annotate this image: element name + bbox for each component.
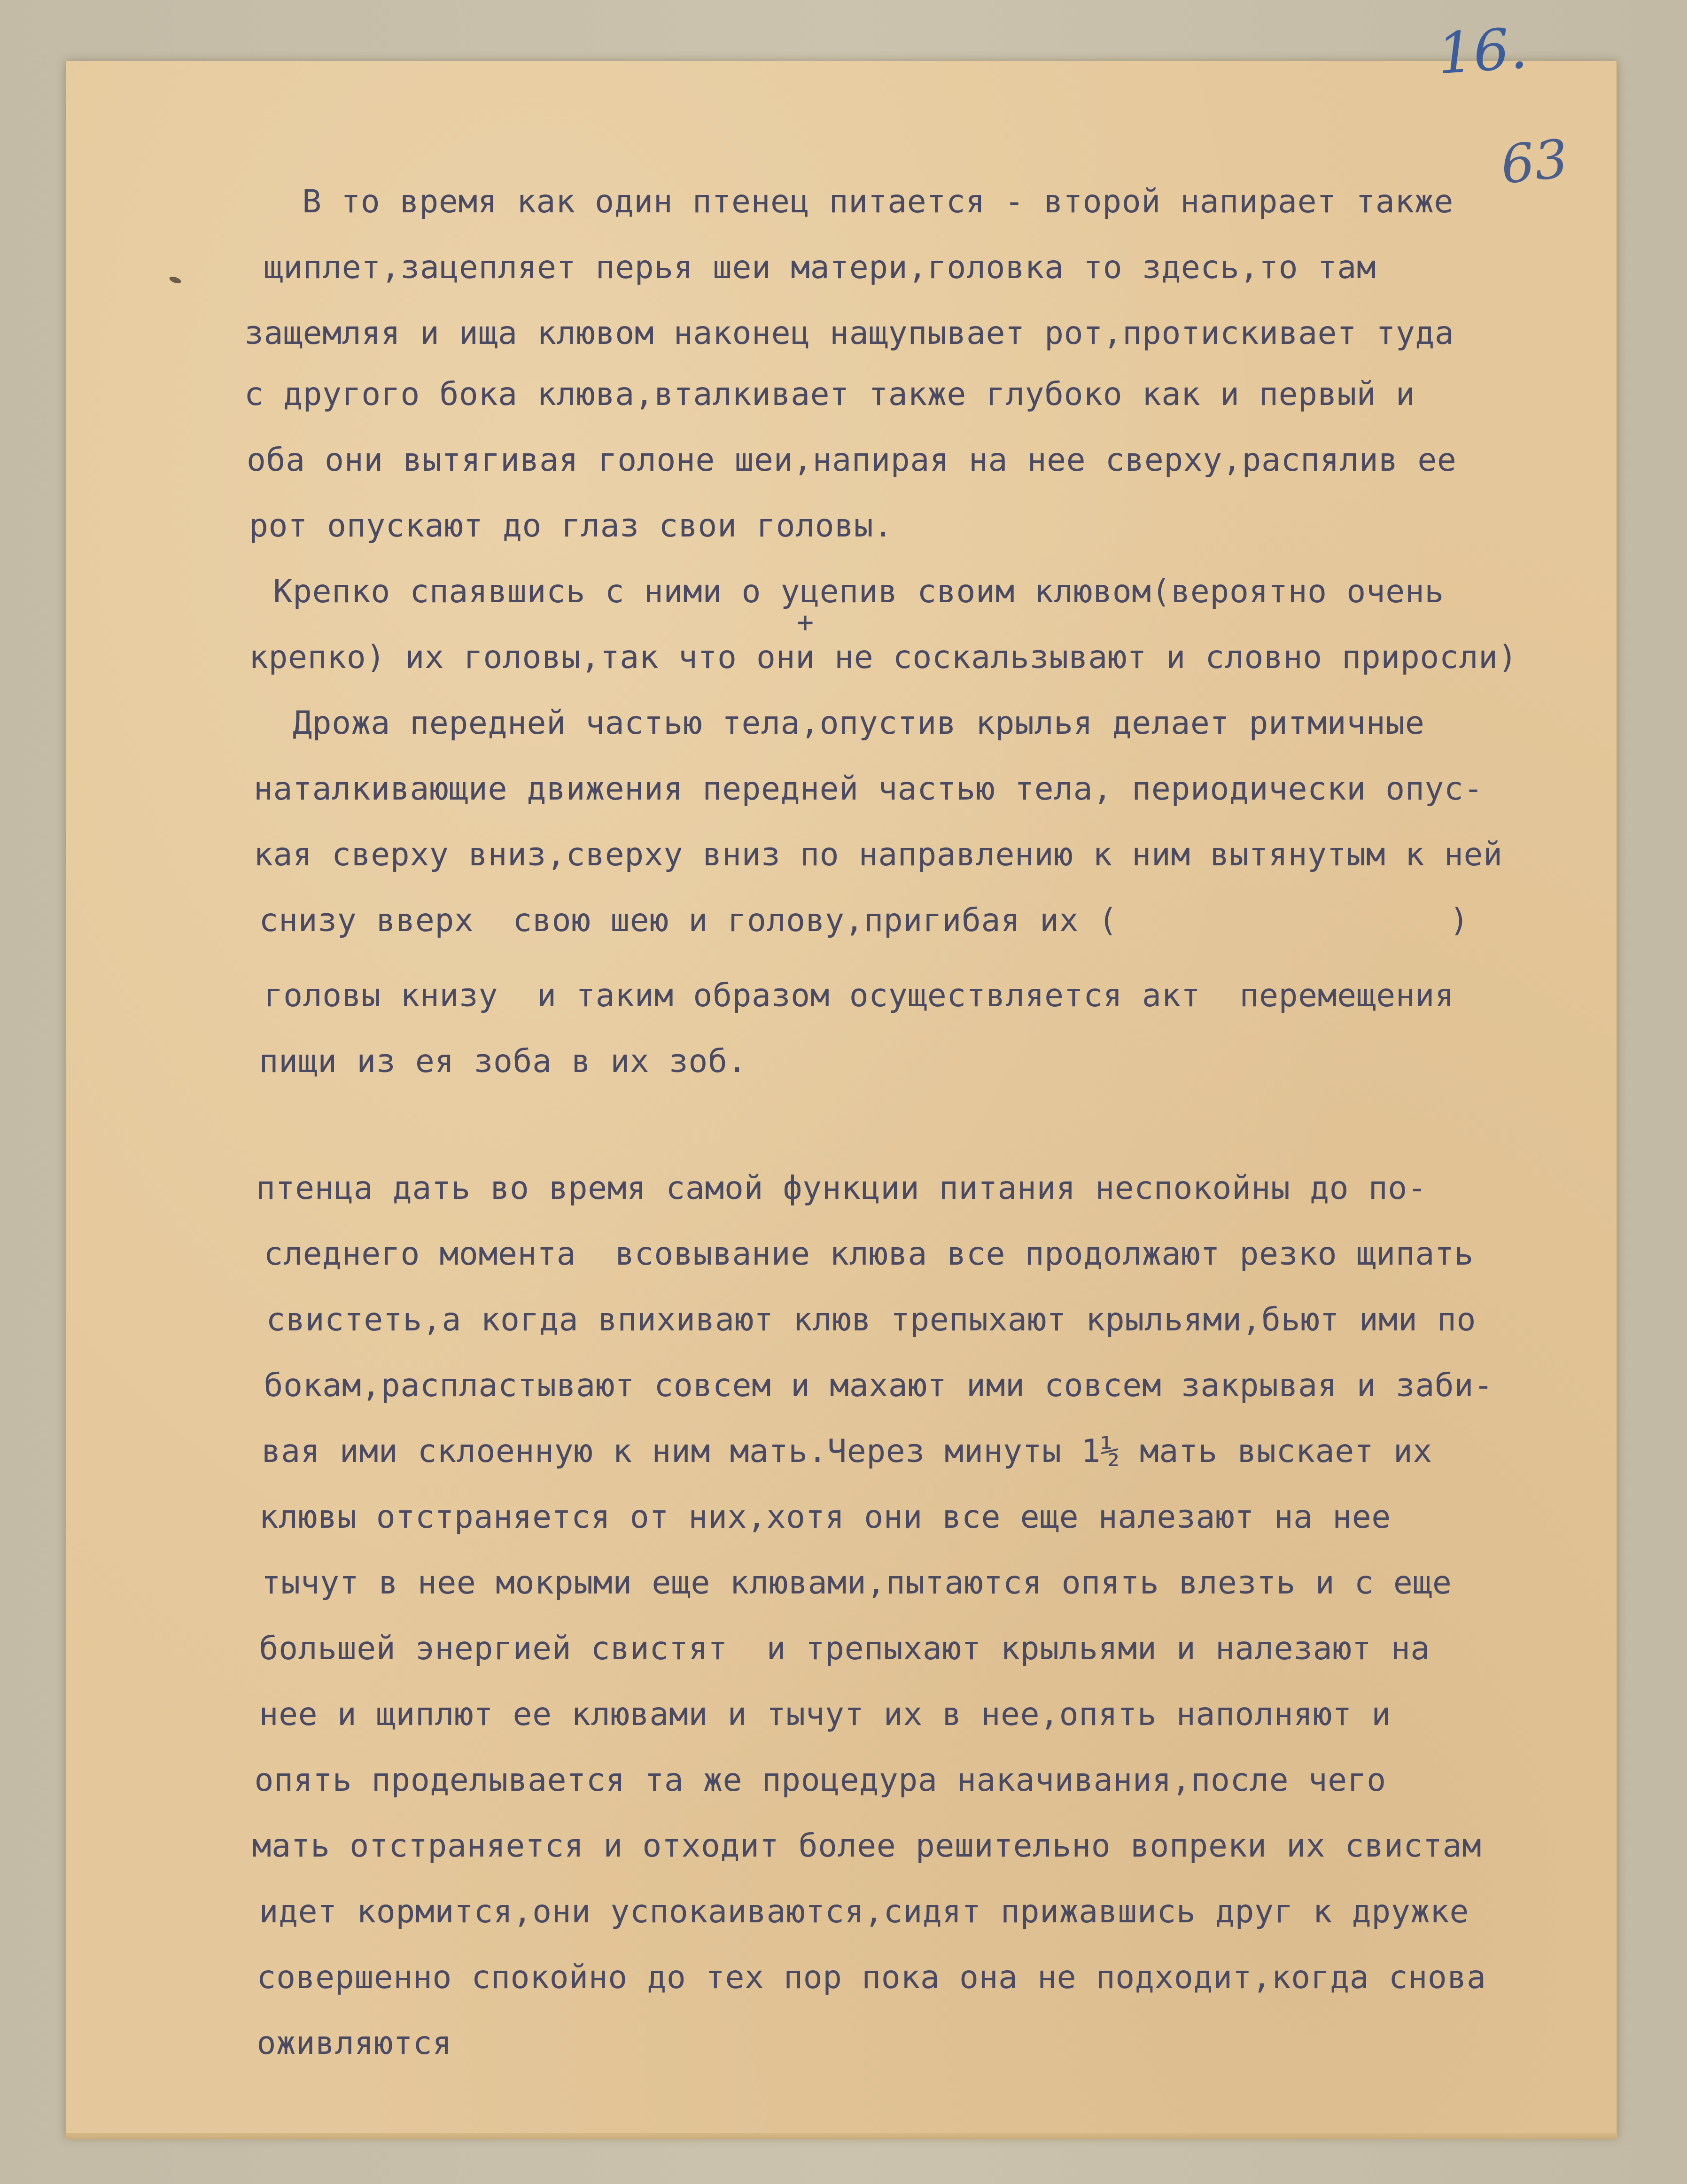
paragraph-upper-line-5: оба они вытягивая голоне шеи,напирая на нее сверху,распялив ее bbox=[247, 442, 1457, 479]
paragraph-lower-line-11: мать отстраняется и отходит более решительно вопреки их свистам bbox=[233, 1827, 1482, 1865]
paragraph-lower-line-12: идет кормится,они успокаиваются,сидят прижавшись друг к дружке bbox=[240, 1893, 1469, 1930]
paragraph-lower-line-7: тычут в нее мокрыми еще клювами,пытаются опять влезть и с еще bbox=[242, 1564, 1452, 1601]
paragraph-upper-line-10: наталкивающие движения передней частью тела, периодически опус- bbox=[254, 770, 1483, 808]
paragraph-upper-line-13: головы книзу и таким образом осуществляется акт перемещения bbox=[244, 977, 1454, 1014]
paragraph-upper-line-6: рот опускают до глаз свои головы. bbox=[249, 507, 893, 544]
insertion-mark: + bbox=[797, 606, 814, 639]
paragraph-upper-line-12: снизу вверх свою шею и голову,пригибая их ( ) bbox=[240, 902, 1469, 939]
paragraph-upper-line-1: В то время как один птенец питается - второй напирает также bbox=[263, 183, 1454, 220]
paragraph-lower-line-1: птенца дать во время самой функции питания неспокойны до по- bbox=[256, 1170, 1427, 1207]
folio-number-secondary: 63 bbox=[1498, 128, 1571, 196]
paragraph-upper-line-9: Дрожа передней частью тела,опустив крылья делает ритмичные bbox=[254, 705, 1425, 742]
paragraph-upper-line-14: пищи из ея зоба в их зоб. bbox=[240, 1043, 747, 1080]
paragraph-lower-line-5: вая ими склоенную к ним мать.Через минуты 1½ мать выскает их bbox=[242, 1433, 1432, 1470]
typewritten-page bbox=[66, 61, 1617, 2137]
folio-number: 16. bbox=[1435, 16, 1530, 87]
paragraph-upper-line-7: Крепко спаявшись с ними о уцепив своим клювом(вероятно очень bbox=[254, 573, 1444, 610]
paragraph-upper-line-11: кая сверху вниз,сверху вниз по направлению к ним вытянутым к ней bbox=[254, 836, 1503, 873]
paragraph-lower-line-4: бокам,распластывают совсем и махают ими совсем закрывая и заби- bbox=[244, 1367, 1493, 1404]
paragraph-upper-line-2: щиплет,зацепляет перья шеи матери,головка то здесь,то там bbox=[244, 249, 1376, 286]
paragraph-lower-line-6: клювы отстраняется от них,хотя они все еще налезают на нее bbox=[240, 1499, 1391, 1536]
paragraph-lower-line-2: следнего момента всовывание клюва все продолжают резко щипать bbox=[244, 1236, 1474, 1273]
paragraph-lower-line-13: совершенно спокойно до тех пор пока она не подходит,когда снова bbox=[237, 1959, 1486, 1996]
paragraph-upper-line-3: защемляя и ища клювом наконец нащупывает рот,протискивает туда bbox=[244, 315, 1454, 352]
paragraph-lower-line-10: опять проделывается та же процедура накачивания,после чего bbox=[235, 1762, 1386, 1799]
paragraph-lower-line-9: нее и щиплют ее клювами и тычут их в нее,опять наполняют и bbox=[240, 1696, 1391, 1733]
paragraph-upper-line-4: с другого бока клюва,вталкивает также глубоко как и первый и bbox=[244, 376, 1415, 413]
page-bottom-edge bbox=[66, 2133, 1616, 2139]
paragraph-lower-line-8: большей энергией свистят и трепыхают крыльями и налезают на bbox=[240, 1630, 1430, 1667]
paragraph-upper-line-8: крепко) их головы,так что они не соскальзывают и словно приросли) bbox=[249, 639, 1518, 676]
paragraph-lower-line-3: свистеть,а когда впихивают клюв трепыхают крыльями,бьют ими по bbox=[247, 1301, 1476, 1338]
paragraph-lower-line-14: оживляются bbox=[237, 2025, 452, 2062]
